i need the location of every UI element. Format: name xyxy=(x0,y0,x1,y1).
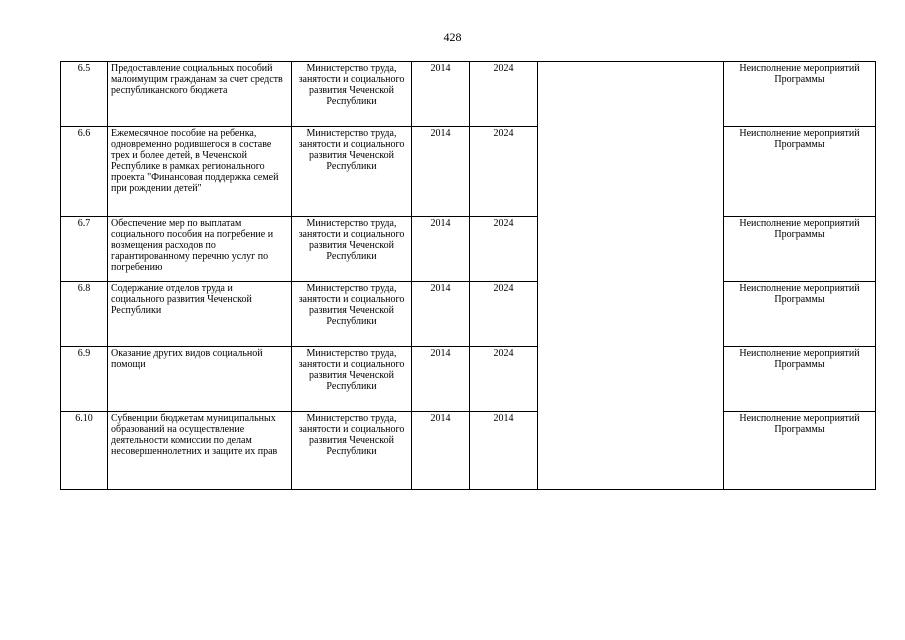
end-year: 2024 xyxy=(470,127,538,217)
start-year: 2014 xyxy=(412,127,470,217)
empty-merged-cell xyxy=(538,62,724,490)
start-year: 2014 xyxy=(412,62,470,127)
row-number: 6.7 xyxy=(61,217,108,282)
result: Неисполнение мероприятий Программы xyxy=(724,217,876,282)
row-number: 6.5 xyxy=(61,62,108,127)
end-year: 2024 xyxy=(470,282,538,347)
table-row xyxy=(61,62,876,127)
executor: Министерство труда, занятости и социального развития Чеченской Республики xyxy=(292,62,412,127)
end-year: 2014 xyxy=(470,412,538,490)
activity-name: Обеспечение мер по выплатам социального пособия на погребение и возмещения расходов по гарантированному перечню услуг по погребению xyxy=(108,217,292,282)
executor: Министерство труда, занятости и социального развития Чеченской Республики xyxy=(292,127,412,217)
result: Неисполнение мероприятий Программы xyxy=(724,412,876,490)
executor: Министерство труда, занятости и социального развития Чеченской Республики xyxy=(292,347,412,412)
start-year: 2014 xyxy=(412,217,470,282)
start-year: 2014 xyxy=(412,347,470,412)
table-row xyxy=(61,217,876,282)
result: Неисполнение мероприятий Программы xyxy=(724,282,876,347)
result: Неисполнение мероприятий Программы xyxy=(724,127,876,217)
row-number: 6.8 xyxy=(61,282,108,347)
executor: Министерство труда, занятости и социального развития Чеченской Республики xyxy=(292,217,412,282)
result: Неисполнение мероприятий Программы xyxy=(724,62,876,127)
page-number: 428 xyxy=(443,30,462,44)
row-number: 6.9 xyxy=(61,347,108,412)
activity-name: Содержание отделов труда и социального развития Чеченской Республики xyxy=(108,282,292,347)
activity-name: Ежемесячное пособие на ребенка, одновременно родившегося в составе трех и более детей, в Чеченской Республике в рамках регионального проекта "Финансовая поддержка семей при рождении детей" xyxy=(108,127,292,217)
executor: Министерство труда, занятости и социального развития Чеченской Республики xyxy=(292,282,412,347)
program-table xyxy=(60,61,876,490)
table-row xyxy=(61,282,876,347)
start-year: 2014 xyxy=(412,282,470,347)
start-year: 2014 xyxy=(412,412,470,490)
end-year: 2024 xyxy=(470,347,538,412)
table-row xyxy=(61,127,876,217)
row-number: 6.10 xyxy=(61,412,108,490)
end-year: 2024 xyxy=(470,217,538,282)
executor: Министерство труда, занятости и социального развития Чеченской Республики xyxy=(292,412,412,490)
end-year: 2024 xyxy=(470,62,538,127)
result: Неисполнение мероприятий Программы xyxy=(724,347,876,412)
table-row xyxy=(61,412,876,490)
activity-name: Оказание других видов социальной помощи xyxy=(108,347,292,412)
row-number: 6.6 xyxy=(61,127,108,217)
activity-name: Предоставление социальных пособий малоимущим гражданам за счет средств республиканского бюджета xyxy=(108,62,292,127)
activity-name: Субвенции бюджетам муниципальных образований на осуществление деятельности комиссии по делам несовершеннолетних и защите их прав xyxy=(108,412,292,490)
table-row xyxy=(61,347,876,412)
